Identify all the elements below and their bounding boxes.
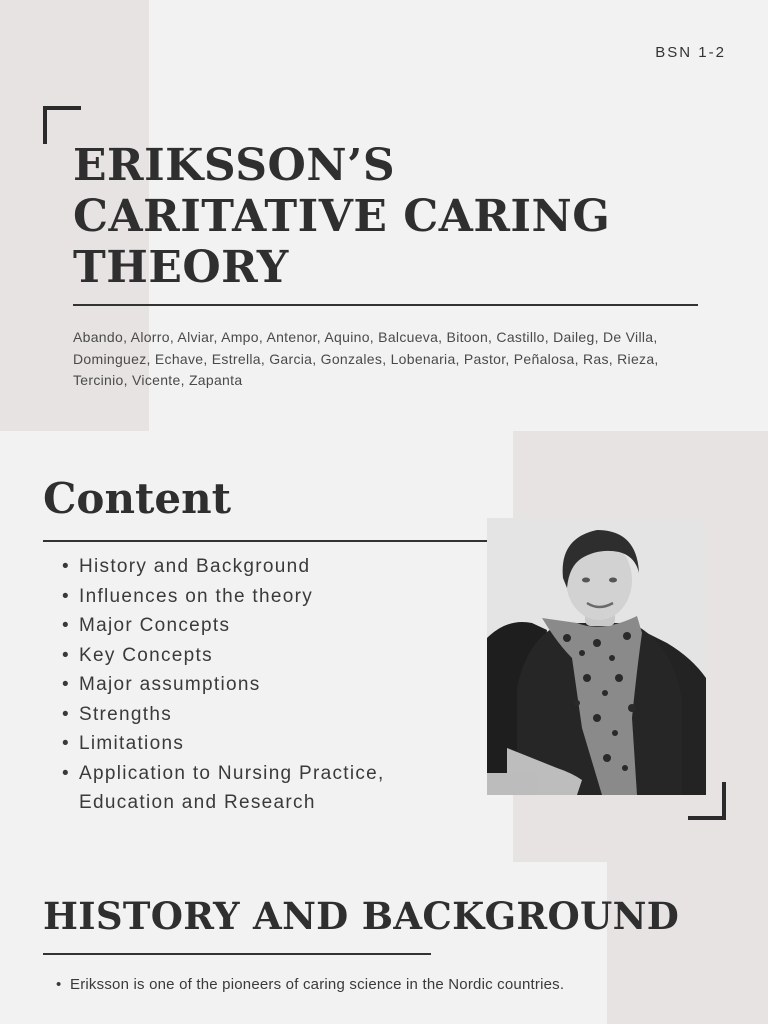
section-code: BSN 1-2	[655, 44, 726, 61]
history-heading: HISTORY AND BACKGROUND	[43, 894, 680, 938]
title-line-3: THEORY	[73, 242, 289, 293]
title-line-1: ERIKSSON’S	[73, 140, 396, 191]
document-title	[73, 140, 713, 293]
content-item-strengths: • Strengths	[62, 700, 392, 730]
corner-bracket-bottom-right	[688, 782, 726, 820]
content-item-application: • Application to Nursing Practice, Education and Research	[62, 759, 392, 818]
corner-bracket-top-left	[43, 106, 81, 144]
content-item-assumptions: • Major assumptions	[62, 670, 392, 700]
content-item-key-concepts: • Key Concepts	[62, 641, 392, 671]
content-divider	[43, 540, 487, 542]
content-list	[62, 552, 392, 818]
authors-list: Abando, Alorro, Alviar, Ampo, Antenor, Aquino, Balcueva, Bitoon, Castillo, Daileg, De Villa, Dominguez, Echave, Estrella, Garcia, Gonzales, Lobenaria, Pastor, Peñalosa, Ras, Rieza, Tercinio, Vicente, Zapanta	[73, 329, 659, 388]
title-line-2: CARITATIVE CARING	[73, 191, 611, 242]
title-divider	[73, 304, 698, 306]
content-item-major-concepts: • Major Concepts	[62, 611, 392, 641]
content-item-influences: • Influences on the theory	[62, 582, 392, 612]
content-item-history: • History and Background	[62, 552, 392, 582]
history-list	[56, 974, 596, 996]
portrait-photo	[487, 518, 706, 795]
content-item-limitations: • Limitations	[62, 729, 392, 759]
history-item: • Eriksson is one of the pioneers of caring science in the Nordic countries.	[56, 974, 596, 996]
background-block-cut	[513, 862, 607, 1024]
content-heading: Content	[43, 474, 232, 523]
history-divider	[43, 953, 431, 955]
